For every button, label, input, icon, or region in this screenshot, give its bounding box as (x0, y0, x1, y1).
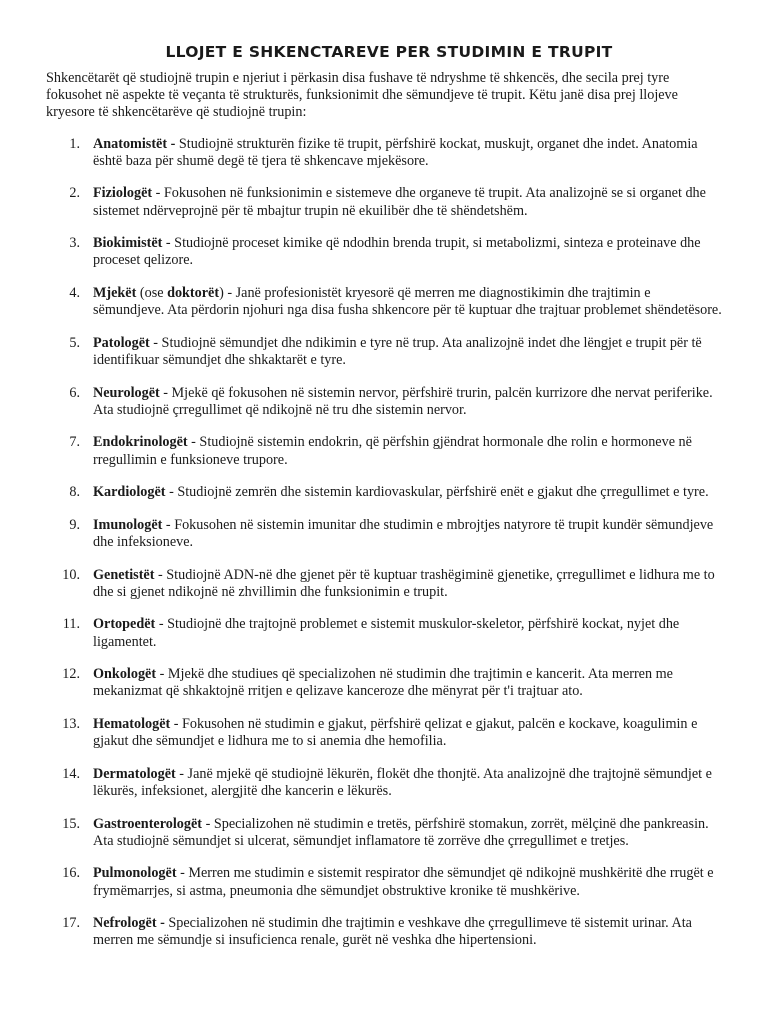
list-description: - Studiojnë sëmundjet dhe ndikimin e tyre në trup. Ata analizojnë indet dhe lëngjet e trupit për të identifikuar sëmundjet dhe shkaktarët e tyre. (93, 334, 702, 368)
list-description: - Fokusohen në funksionimin e sistemeve dhe organeve të trupit. Ata analizojnë se si organet dhe sistemet ndërveprojnë për të mbajtur trupin në ekuilibër dhe të shëndetshëm. (93, 185, 706, 219)
list-term: Dermatologët (93, 765, 176, 782)
list-description: - Janë mjekë që studiojnë lëkurën, flokët dhe thonjtë. Ata analizojnë dhe trajtojnë sëmundjet e lëkurës, infeksionet, alergjitë dhe kancerin e lëkurës. (93, 765, 712, 799)
list-number: 16. (62, 865, 80, 882)
list-term: Hematologët (93, 715, 171, 732)
list-term: Genetistët (93, 566, 155, 583)
list-term: Mjekët (93, 285, 137, 301)
list-description: - Merren me studimin e sistemit respirator dhe sëmundjet që ndikojnë mushkëritë dhe rrugët e frymëmarrjes, si astma, pneumonia dhe sëmundjet obstruktive kronike të mushkërive. (93, 865, 714, 899)
list-term: Endokrinologët (93, 434, 188, 451)
intro-paragraph: Shkencëtarët që studiojnë trupin e njeriut i përkasin disa fushave të ndryshme të shkencës, dhe secila prej tyre fokusohet në aspekte të veçanta të strukturës, funksionimit dhe sëmundjeve të trupit. Këtu janë disa prej llojeve kryesore të shkencëtarëve që studiojnë trupin: (46, 70, 678, 121)
list-description: Studiojnë strukturën fizike të trupit, përfshirë kockat, muskujt, organet dhe indet. Anatomia është baza për shumë degë të tjera të shkencave mjekësore. (93, 135, 698, 169)
list-number: 6. (69, 384, 80, 401)
list-number: 17. (62, 915, 80, 932)
list-item (46, 434, 724, 468)
list-description: - Mjekë që fokusohen në sistemin nervor, përfshirë trurin, palcën kurrizore dhe nervat periferike. Ata studiojnë çrregullimet që ndikojnë në tru dhe sistemin nervor. (93, 384, 713, 418)
list-item (46, 567, 724, 601)
list-description: Specializohen në studimin dhe trajtimin e veshkave dhe çrregullimeve të sistemit urinar. Ata merren me sëmundje si insuficienca renale, gurët në veshka dhe hipertensioni. (93, 915, 692, 949)
list-item (46, 385, 724, 419)
list-number: 14. (62, 765, 80, 782)
document-page (46, 0, 724, 965)
list-item (46, 865, 724, 899)
list-alt-term: doktorët (167, 285, 220, 301)
list-number: 8. (69, 484, 80, 501)
list-term: Neurologët (93, 384, 160, 401)
list-number: 1. (69, 135, 80, 152)
list-term: Onkologët (93, 666, 157, 683)
list-number: 7. (69, 434, 80, 451)
list-item (46, 235, 724, 269)
list-description: - Studiojnë sistemin endokrin, që përfshin gjëndrat hormonale dhe rolin e hormoneve në rregullimin e funksioneve trupore. (93, 434, 692, 468)
list-item (46, 136, 724, 170)
list-item (46, 517, 724, 551)
list-number: 10. (62, 566, 80, 583)
list-number: 2. (69, 185, 80, 202)
list-term: Kardiologët (93, 484, 166, 501)
scientist-list (46, 136, 724, 950)
list-number: 13. (62, 715, 80, 732)
list-number: 5. (69, 334, 80, 351)
list-item (46, 666, 724, 700)
list-term: Imunologët (93, 516, 163, 533)
list-description: - Specializohen në studimin e tretës, përfshirë stomakun, zorrët, mëlçinë dhe pankreasin. Ata studiojnë sëmundjet si ulcerat, sëmundjet inflamatore të zorrëve dhe çrregullimet e tretjes. (93, 815, 709, 849)
list-term: Fiziologët (93, 185, 153, 202)
list-description: - Studiojnë zemrën dhe sistemin kardiovaskular, përfshirë enët e gjakut dhe çrregullimet e tyre. (165, 484, 709, 501)
list-term: Ortopedët (93, 616, 156, 633)
list-description: - Studiojnë proceset kimike që ndodhin brenda trupit, si metabolizmi, sinteza e proteinave dhe proceset qelizore. (93, 235, 701, 269)
list-term: Biokimistët (93, 235, 163, 252)
list-term: Patologët (93, 334, 150, 351)
list-description: - Mjekë dhe studiues që specializohen në studimin dhe trajtimin e kancerit. Ata merren me mekanizmat që shkaktojnë rritjen e qelizave kanceroze dhe mënyrat për t'i trajtuar ato. (93, 666, 673, 700)
list-number: 9. (69, 516, 80, 533)
list-description: - Studiojnë ADN-në dhe gjenet për të kuptuar trashëgiminë gjenetike, çrregullimet e lidhura me to dhe si gjenet ndikojnë në zhvillimin dhe funksionimin e trupit. (93, 566, 715, 600)
list-aside: (ose (136, 285, 168, 301)
list-item (46, 484, 724, 501)
list-item (46, 766, 724, 800)
list-item (46, 816, 724, 850)
list-description: - Fokusohen në sistemin imunitar dhe studimin e mbrojtjes natyrore të trupit kundër sëmundjeve dhe infeksioneve. (93, 516, 714, 550)
list-description: ) - Janë profesionistët kryesorë që merren me diagnostikimin dhe trajtimin e sëmundjeve. Ata përdorin njohuri nga disa fusha shkencore për të kuptuar dhe trajtuar problemet shëndetësore. (93, 285, 722, 319)
list-number: 4. (69, 285, 80, 301)
list-item (46, 285, 724, 319)
list-item (46, 335, 724, 369)
page-title: LLOJET E SHKENCTAREVE PER STUDIMIN E TRUPIT (165, 43, 613, 61)
list-item (46, 616, 724, 650)
list-item (46, 915, 724, 949)
list-description: - Fokusohen në studimin e gjakut, përfshirë qelizat e gjakut, palcën e kockave, koagulimin e gjakut dhe sëmundjet e lidhura me to si anemia dhe hemofilia. (93, 715, 698, 750)
list-number: 3. (69, 235, 80, 252)
list-term: Anatomistët - (93, 135, 176, 152)
list-number: 15. (62, 815, 80, 832)
list-number: 12. (62, 666, 80, 683)
list-term: Nefrologët - (93, 915, 165, 932)
list-term: Pulmonologët (93, 865, 177, 882)
list-term: Gastroenterologët (93, 815, 203, 832)
list-item (46, 185, 724, 219)
list-description: - Studiojnë dhe trajtojnë problemet e sistemit muskulor-skeletor, përfshirë kockat, nyjet dhe ligamentet. (93, 616, 680, 650)
list-number: 11. (62, 616, 80, 633)
list-item (46, 716, 724, 750)
